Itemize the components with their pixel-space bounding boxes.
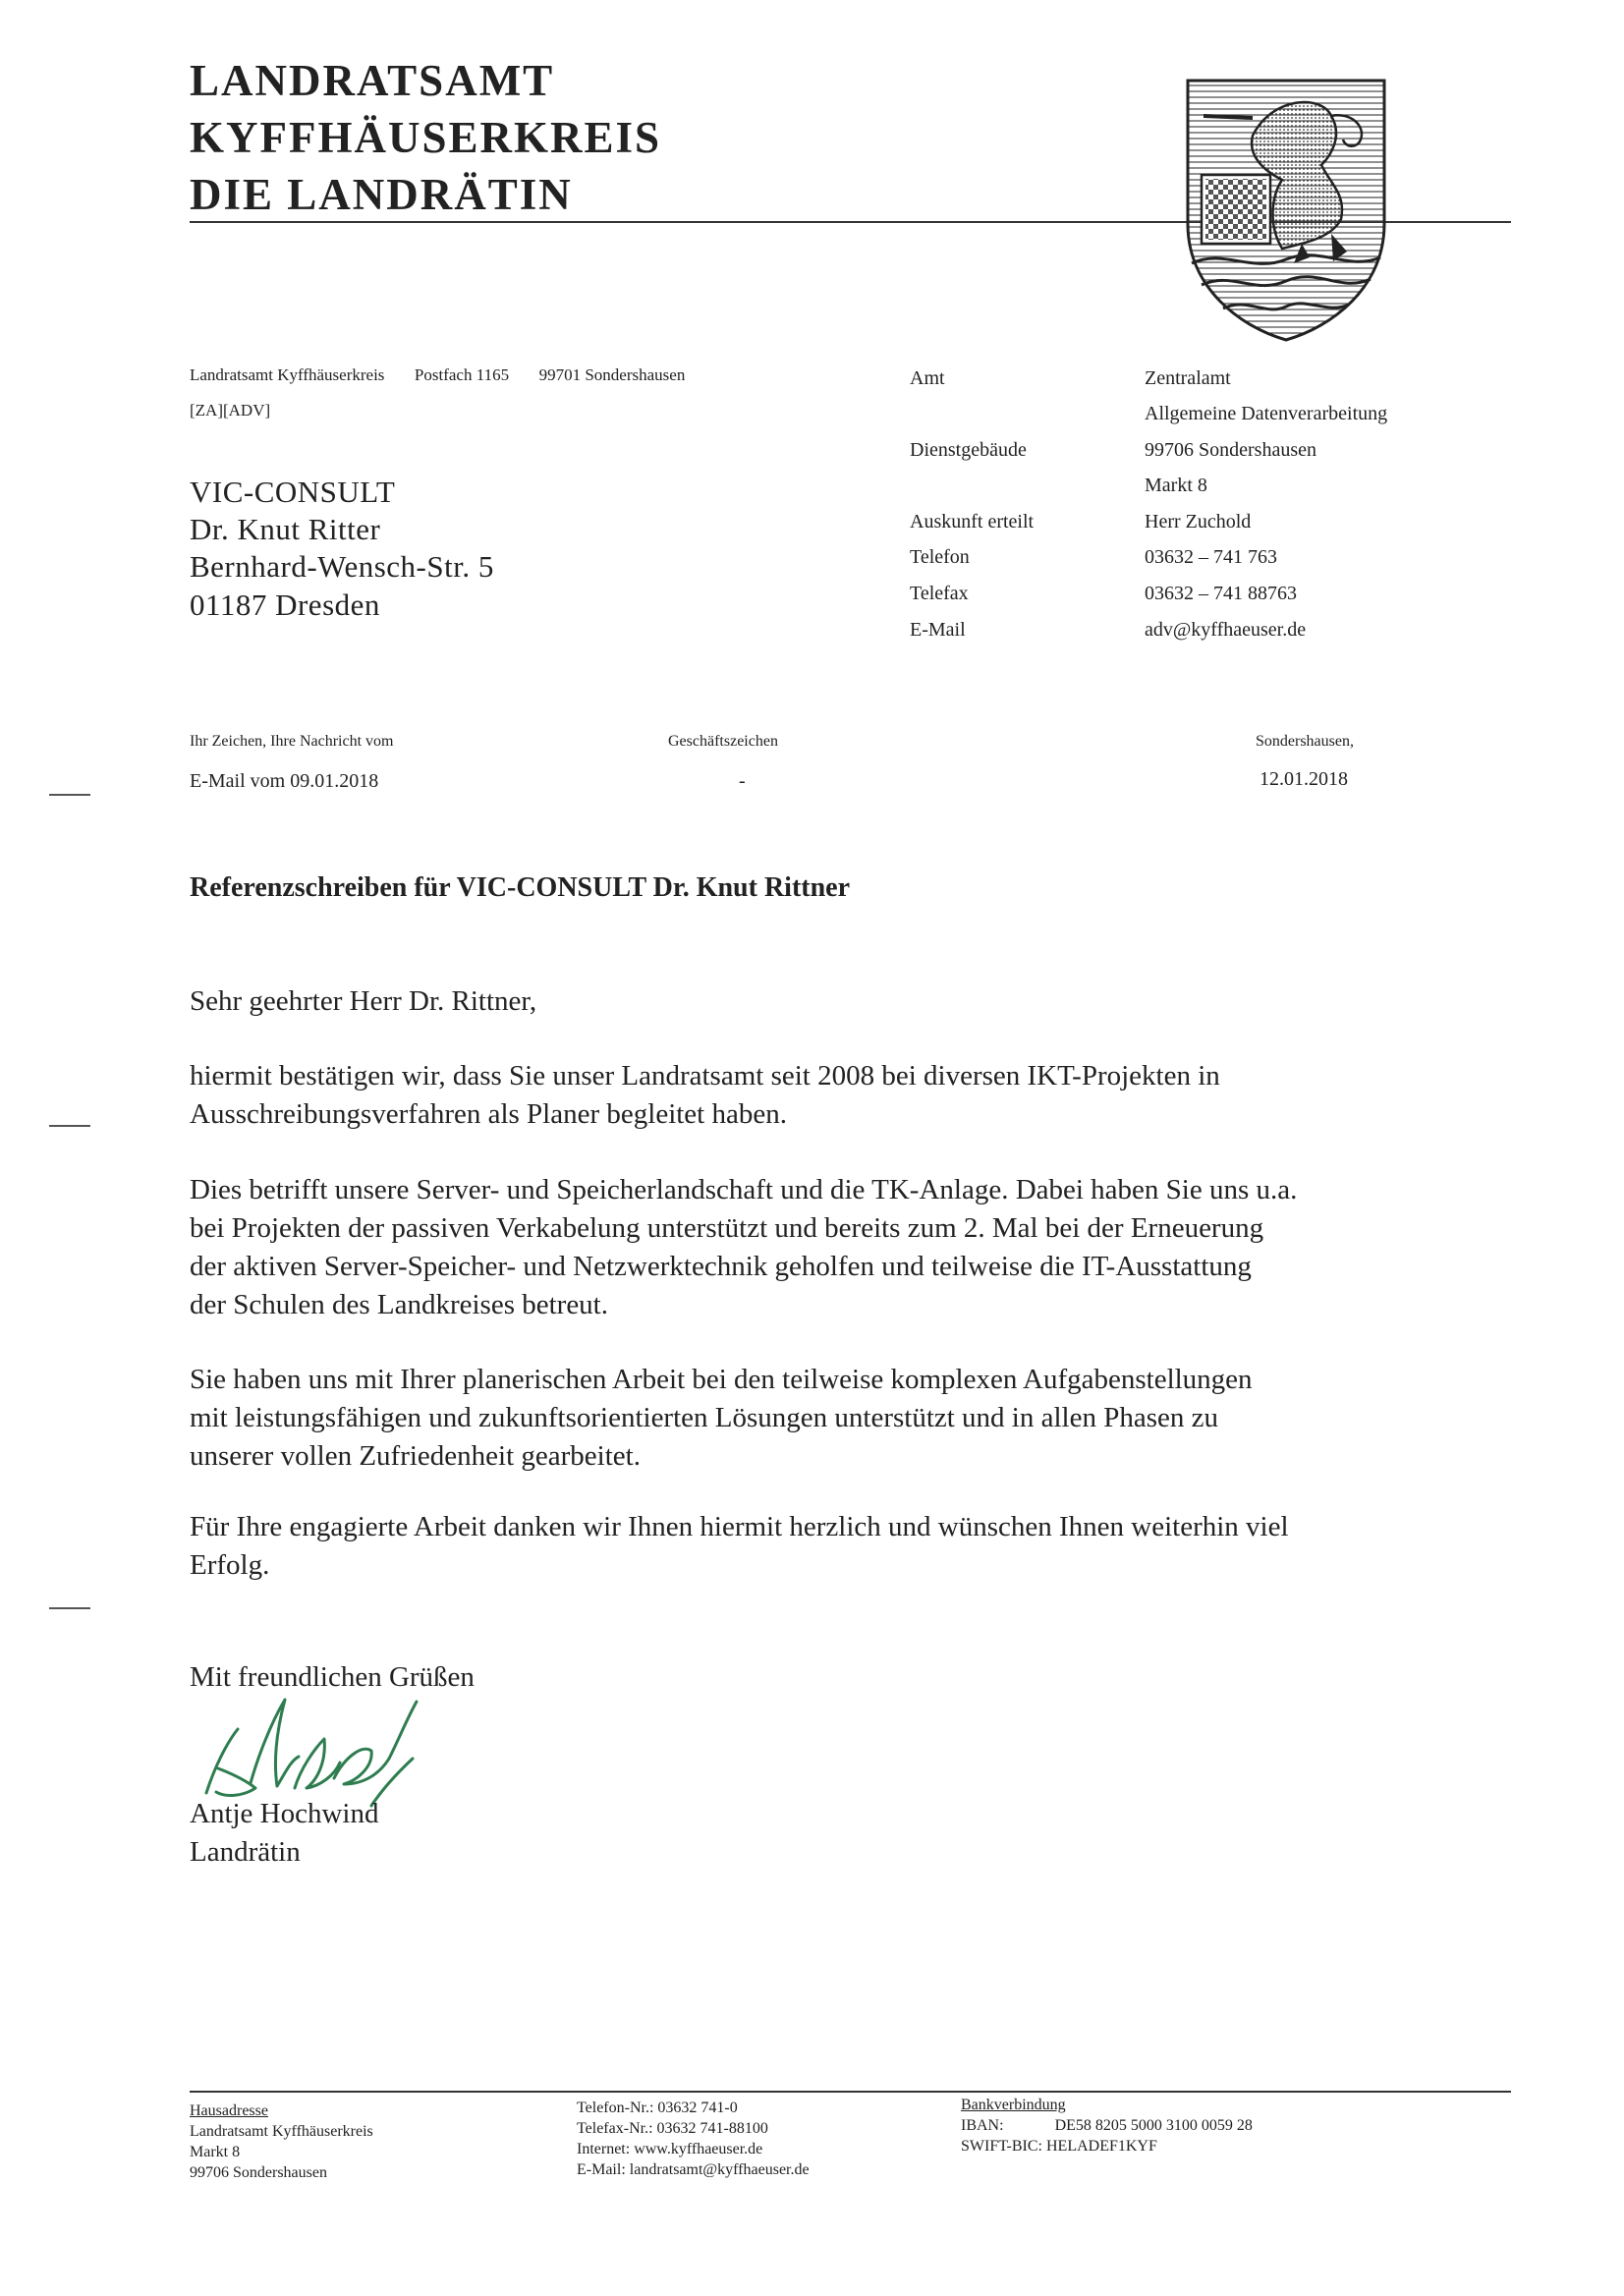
auskunft-label: Auskunft erteilt (910, 511, 1035, 532)
paragraph-line: Sie haben uns mit Ihrer planerischen Arbeit bei den teilweise komplexen Aufgabenstellungen (190, 1364, 1253, 1395)
letter-date: 12.01.2018 (1260, 768, 1348, 790)
gebaeude-value-1: 99706 Sondershausen (1145, 439, 1316, 461)
paragraph-line: Dies betrifft unsere Server- und Speicherlandschaft und die TK-Anlage. Dabei haben Sie uns u.a. (190, 1174, 1298, 1205)
signer-title: Landrätin (190, 1836, 301, 1868)
swift-label: SWIFT-BIC: (961, 2138, 1042, 2155)
paragraph-line: der Schulen des Landkreises betreut. (190, 1289, 608, 1320)
footer-heading: Hausadresse (190, 2102, 268, 2119)
telefax-value: 03632 – 741 88763 (1145, 583, 1297, 604)
paragraph-1 (190, 1057, 1496, 1134)
gebaeude-label: Dienstgebäude (910, 439, 1027, 461)
footer-line: Telefax-Nr.: 03632 741-88100 (577, 2120, 768, 2137)
footer-house-address (190, 2100, 373, 2183)
coat-of-arms-icon (1184, 77, 1388, 344)
closing: Mit freundlichen Grüßen (190, 1661, 475, 1693)
punch-mark (49, 1125, 90, 1127)
email-value: adv@kyffhaeuser.de (1145, 619, 1307, 641)
footer-line: Telefon-Nr.: 03632 741-0 (577, 2100, 738, 2116)
ihr-zeichen-value: E-Mail vom 09.01.2018 (190, 770, 379, 792)
swift-value: HELADEF1KYF (1045, 2138, 1157, 2155)
footer-line: E-Mail: landratsamt@kyffhaeuser.de (577, 2161, 810, 2178)
sender-code: [ZA][ADV] (190, 401, 271, 420)
auskunft-value: Herr Zuchold (1145, 511, 1252, 532)
signer-name: Antje Hochwind (190, 1798, 379, 1829)
paragraph-4 (190, 1508, 1496, 1585)
recipient-line-3: Bernhard-Wensch-Str. 5 (190, 549, 494, 584)
fold-mark (49, 1607, 90, 1609)
telefax-label: Telefax (910, 583, 969, 604)
footer-line: 99706 Sondershausen (190, 2164, 327, 2181)
amt-label: Amt (910, 367, 945, 389)
footer-heading: Bankverbindung (961, 2097, 1066, 2113)
sender-line (190, 365, 685, 385)
paragraph-line: hiermit bestätigen wir, dass Sie unser Landratsamt seit 2008 bei diversen IKT-Projekten in (190, 1060, 1220, 1092)
recipient-line-1: VIC-CONSULT (190, 475, 396, 509)
paragraph-line: Für Ihre engagierte Arbeit danken wir Ihnen hiermit herzlich und wünschen Ihnen weiterhin viel (190, 1511, 1289, 1542)
letterhead-line-2: KYFFHÄUSERKREIS (190, 113, 662, 162)
place-label: Sondershausen, (1256, 733, 1354, 750)
geschaeftszeichen-label: Geschäftszeichen (668, 733, 778, 750)
iban-label: IBAN: (961, 2117, 1004, 2134)
geschaeftszeichen-value: - (739, 770, 746, 792)
subject-line: Referenzschreiben für VIC-CONSULT Dr. Knut Rittner (190, 872, 851, 903)
paragraph-line: unserer vollen Zufriedenheit gearbeitet. (190, 1440, 641, 1472)
footer-line: Markt 8 (190, 2144, 241, 2160)
paragraph-3 (190, 1361, 1496, 1476)
ihr-zeichen-label: Ihr Zeichen, Ihre Nachricht vom (190, 733, 394, 750)
paragraph-line: mit leistungsfähigen und zukunftsorientierten Lösungen unterstützt und in allen Phasen zu (190, 1402, 1219, 1433)
footer-contact (577, 2098, 810, 2180)
telefon-value: 03632 – 741 763 (1145, 546, 1277, 568)
iban-value: DE58 8205 5000 3100 0059 28 (1054, 2117, 1253, 2134)
fold-mark (49, 794, 90, 796)
letterhead-line-3: DIE LANDRÄTIN (190, 170, 573, 219)
footer-rule (190, 2091, 1511, 2093)
letterhead-line-1: LANDRATSAMT (190, 56, 555, 105)
sender-postbox: Postfach 1165 (414, 365, 510, 384)
paragraph-line: Erfolg. (190, 1549, 270, 1581)
paragraph-line: Ausschreibungsverfahren als Planer begleitet haben. (190, 1098, 787, 1130)
footer-bank (961, 2095, 1253, 2156)
recipient-line-2: Dr. Knut Ritter (190, 512, 381, 546)
paragraph-line: bei Projekten der passiven Verkabelung unterstützt und bereits zum 2. Mal bei der Erneuerung (190, 1212, 1264, 1244)
email-label: E-Mail (910, 619, 966, 641)
paragraph-line: der aktiven Server-Speicher- und Netzwerktechnik geholfen und teilweise die IT-Ausstattung (190, 1251, 1252, 1282)
recipient-line-4: 01187 Dresden (190, 588, 380, 622)
footer-line: Landratsamt Kyffhäuserkreis (190, 2123, 373, 2140)
footer-line: Internet: www.kyffhaeuser.de (577, 2141, 763, 2157)
sender-org: Landratsamt Kyffhäuserkreis (190, 365, 385, 384)
telefon-label: Telefon (910, 546, 970, 568)
amt-value-1: Zentralamt (1145, 367, 1231, 389)
salutation: Sehr geehrter Herr Dr. Rittner, (190, 985, 537, 1017)
paragraph-2 (190, 1171, 1496, 1324)
gebaeude-value-2: Markt 8 (1145, 475, 1207, 496)
amt-value-2: Allgemeine Datenverarbeitung (1145, 403, 1388, 424)
sender-city: 99701 Sondershausen (538, 365, 686, 384)
